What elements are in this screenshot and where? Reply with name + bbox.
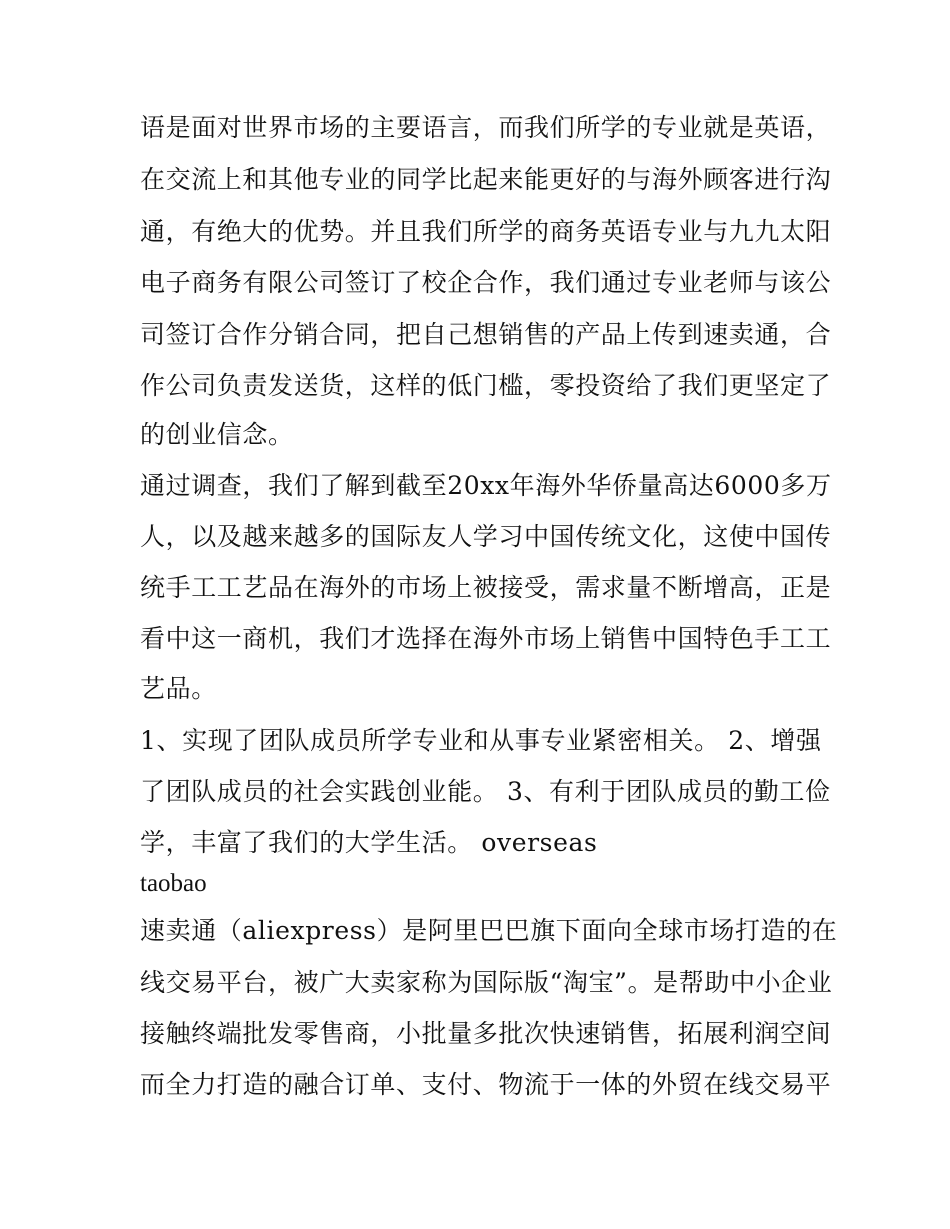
text-line: 的创业信念。 [140,420,294,449]
text-line: 学，丰富了我们的大学生活。 overseas [140,828,598,857]
text-line: 语是面对世界市场的主要语言，而我们所学的专业就是英语， [140,113,832,142]
text-line: 速卖通（aliexpress）是阿里巴巴旗下面向全球市场打造的在 [140,916,838,945]
text-line: 看中这一商机，我们才选择在海外市场上销售中国特色手工工 [140,624,832,653]
text-line: taobao [140,870,207,897]
text-line: 通过调查，我们了解到截至20xx年海外华侨量高达6000多万 [140,471,832,500]
text-line: 了团队成员的社会实践创业能。 3、有利于团队成员的勤工俭 [140,777,831,806]
text-line: 而全力打造的融合订单、支付、物流于一体的外贸在线交易平 [140,1070,832,1099]
text-line: 在交流上和其他专业的同学比起来能更好的与海外顾客进行沟 [140,165,832,194]
text-line: 接触终端批发零售商，小批量多批次快速销售，拓展利润空间 [140,1019,832,1048]
text-line: 统手工工艺品在海外的市场上被接受，需求量不断增高，正是 [140,573,832,602]
text-line: 人，以及越来越多的国际友人学习中国传统文化，这使中国传 [140,522,832,551]
text-line: 1、实现了团队成员所学专业和从事专业紧密相关。 2、增强 [140,726,822,755]
text-line: 电子商务有限公司签订了校企合作，我们通过专业老师与该公 [140,268,832,297]
text-line: 线交易平台，被广大卖家称为国际版“淘宝”。是帮助中小企业 [140,968,833,997]
text-line: 通，有绝大的优势。并且我们所学的商务英语专业与九九太阳 [140,217,832,246]
text-line: 司签订合作分销合同，把自己想销售的产品上传到速卖通，合 [140,320,832,349]
text-line: 作公司负责发送货，这样的低门槛，零投资给了我们更坚定了 [140,371,832,400]
text-line: 艺品。 [140,674,217,703]
